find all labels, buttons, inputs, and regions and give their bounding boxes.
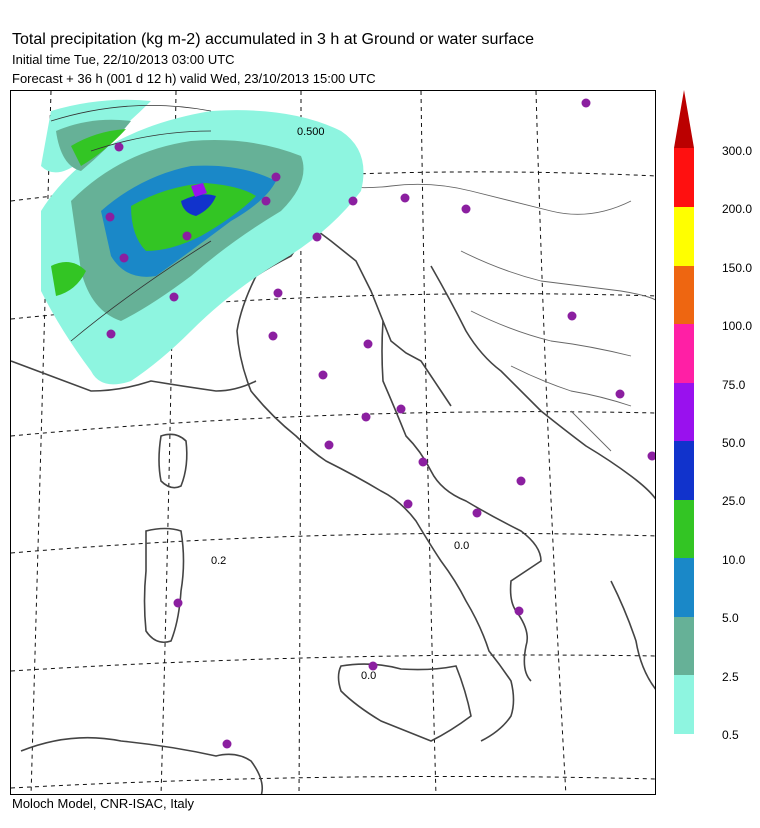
model-credit: Moloch Model, CNR-ISAC, Italy xyxy=(12,796,195,811)
station-dot xyxy=(362,413,371,422)
legend-label: 2.5 xyxy=(722,670,739,684)
station-dot xyxy=(462,205,471,214)
legend-label: 150.0 xyxy=(722,261,753,275)
legend-swatch xyxy=(674,207,694,266)
station-dot xyxy=(325,441,334,450)
legend-swatch xyxy=(674,266,694,324)
contour-label-a: 0.500 xyxy=(297,126,325,138)
station-dot xyxy=(272,173,281,182)
station-dot xyxy=(269,332,278,341)
station-dot xyxy=(404,500,413,509)
legend-swatch xyxy=(674,558,694,617)
station-dot xyxy=(648,452,657,461)
station-dot xyxy=(401,194,410,203)
station-dot xyxy=(369,662,378,671)
station-dot xyxy=(616,390,625,399)
station-dot xyxy=(107,330,116,339)
station-dot xyxy=(170,293,179,302)
legend-swatch xyxy=(674,617,694,675)
greece-coast xyxy=(611,581,656,691)
legend-label: 200.0 xyxy=(722,202,753,216)
station-dot xyxy=(319,371,328,380)
contour-label-d: 0.0 xyxy=(361,670,377,682)
forecast-validity: Forecast + 36 h (001 d 12 h) valid Wed, 23/10/2013 15:00 UTC xyxy=(12,71,376,86)
station-dot xyxy=(349,197,358,206)
station-dot xyxy=(473,509,482,518)
sardinia xyxy=(145,529,184,643)
contour-label-b: 0.0 xyxy=(454,540,470,552)
legend-swatch xyxy=(674,441,694,500)
station-dot xyxy=(582,99,591,108)
station-dot xyxy=(262,197,271,206)
station-dot xyxy=(397,405,406,414)
legend-swatch xyxy=(674,324,694,383)
legend-swatch xyxy=(674,383,694,441)
station-dot xyxy=(364,340,373,349)
station-dot xyxy=(568,312,577,321)
legend-label: 50.0 xyxy=(722,436,746,450)
station-dot xyxy=(274,289,283,298)
legend-label: 75.0 xyxy=(722,378,746,392)
station-dot xyxy=(517,477,526,486)
legend-swatch xyxy=(674,148,694,207)
contour-label-c: 0.2 xyxy=(211,555,227,567)
legend-label: 5.0 xyxy=(722,611,739,625)
station-dot xyxy=(313,233,322,242)
legend-label: 100.0 xyxy=(722,319,753,333)
legend-label: 10.0 xyxy=(722,553,746,567)
legend-swatch xyxy=(674,675,694,734)
map-title: Total precipitation (kg m-2) accumulated in 3 h at Ground or water surface xyxy=(12,31,535,48)
adriatic-east xyxy=(431,266,656,501)
legend-label: 25.0 xyxy=(722,494,746,508)
station-dot xyxy=(419,458,428,467)
station-dot xyxy=(120,254,129,263)
station-dot xyxy=(223,740,232,749)
alps-coast xyxy=(311,226,451,406)
precipitation-map xyxy=(10,90,656,795)
initial-time: Initial time Tue, 22/10/2013 03:00 UTC xyxy=(12,52,235,67)
legend-label: 300.0 xyxy=(722,144,753,158)
station-dot xyxy=(515,607,524,616)
station-dot xyxy=(174,599,183,608)
station-dot xyxy=(106,213,115,222)
sicily xyxy=(339,664,472,741)
precip-field xyxy=(41,100,364,385)
station-dot xyxy=(115,143,124,152)
legend-top-arrow xyxy=(674,90,694,148)
precipitation-legend xyxy=(674,90,754,750)
legend-label: 0.5 xyxy=(722,728,739,742)
corsica xyxy=(159,434,187,487)
legend-swatch xyxy=(674,500,694,558)
station-dot xyxy=(183,232,192,241)
